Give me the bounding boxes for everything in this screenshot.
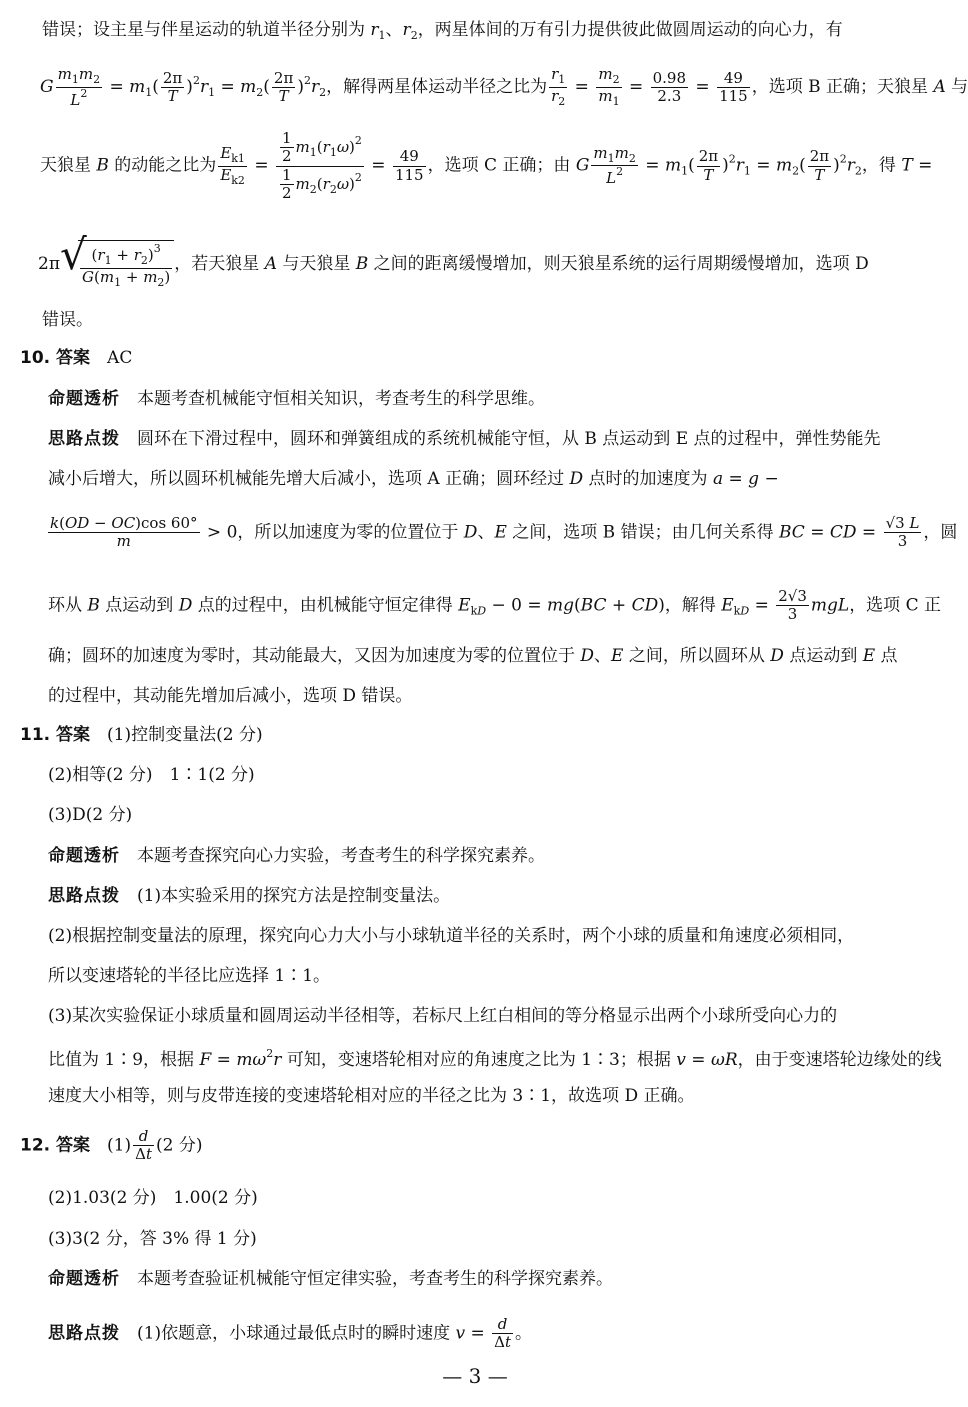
q11-intent: 命题透析 本题考查探究向心力实验，考查考生的科学探究素养。 — [48, 846, 545, 866]
q11-answer: 11. 答案 (1)控制变量法(2 分) — [20, 725, 263, 745]
q12-intent: 命题透析 本题考查验证机械能守恒定律实验，考查考生的科学探究素养。 — [48, 1269, 613, 1289]
q11-p2: (2)根据控制变量法的原理，探究向心力大小与小球轨道半径的关系时，两个小球的质量和角速度必须相同， — [48, 926, 855, 946]
text-line: 错误；设主星与伴星运动的轨道半径分别为 $r_1$、$r_2$，两星体间的万有引力提供彼此做圆周运动的向心力，有 — [42, 20, 843, 42]
q11-a2: (2)相等(2 分) 1∶1(2 分) — [48, 765, 255, 785]
q12-a2: (2)1.03(2 分) 1.00(2 分) — [48, 1188, 258, 1208]
equation-line: 2π √ $\frac{(r_1 + r_2)^3}{G(m_1 + m_2)}$ ，若天狼星 A 与天狼星 B 之间的距离缓慢增加，则天狼星系统的运行周期缓慢增加，选项 D — [38, 230, 869, 289]
q11-p5: 比值为 1∶9，根据 $F = m\omega^2r$ 可知，变速塔轮相对应的角速度之比为 1∶3；根据 v = ωR，由于变速塔轮边缘处的线 — [48, 1047, 942, 1070]
q10-idea: 思路点拨 圆环在下滑过程中，圆环和弹簧组成的系统机械能守恒，从 B 点运动到 E 点的过程中，弹性势能先 — [48, 429, 881, 449]
q10-p2: 减小后增大，所以圆环机械能先增大后减小，选项 A 正确；圆环经过 D 点时的加速度为 a = g − — [48, 469, 779, 489]
q10-p5: 确；圆环的加速度为零时，其动能最大，又因为加速度为零的位置位于 D、E 之间，所以圆环从 D 点运动到 E 点 — [48, 646, 898, 666]
q10-intent: 命题透析 本题考查机械能守恒相关知识，考查考生的科学思维。 — [48, 389, 545, 409]
q11-idea: 思路点拨 (1)本实验采用的探究方法是控制变量法。 — [48, 886, 451, 906]
equation-line: G $\frac{m_1m_2}{L^2}$ = $m_1$( $\frac{2\pi}{T}$ )$^2r_1 = m_2$( $\frac{2\pi}{T}$ )$^2r_2$，解得两星体运动半径之比为 $\frac{r_1}{r_2}$ = $\frac{m_2}{m_1}$ = $\frac{0.98}{2.3}$ = $\frac{49}{115}$ ，选项 B 正确；天狼星 A 与 — [40, 65, 968, 109]
q12-idea: 思路点拨 (1)依题意，小球通过最低点时的瞬时速度 v = $\frac{d}{\Delta t}$ 。 — [48, 1315, 533, 1352]
q10-p4: 环从 B 点运动到 D 点的过程中，由机械能守恒定律得 $E_{kD} - 0 = mg(BC + CD)$，解得 $E_{kD}$ = $\frac{2√3}{3}$ mgL，选项 C 正 — [48, 587, 942, 624]
text-line: 错误。 — [42, 310, 93, 330]
equation-line: 天狼星 B 的动能之比为 $\frac{E_{k1}}{E_{k2}}$ = $\frac{1}{2}$ $m_1(r_1\omega)^2$ $\frac{1}{2}$ $m_2(r_2\omega)^2$ = $\frac{49}{115}$ ，选项 C 正确；由 G $\frac{m_1m_2}{L^2}$ = $m_1$( $\frac{2\pi}{T}$ )$^2r_1 = m_2$( $\frac{2\pi}{T}$ )$^2r_2$，得 T = — [40, 129, 933, 202]
q10-p3: $\frac{k(OD - OC)\cos 60^\circ}{m}$ > 0，所以加速度为零的位置位于 D、E 之间，选项 B 错误；由几何关系得 BC = CD = $\frac{√3 L}{3}$ ，圆 — [50, 514, 958, 551]
q10-answer: 10. 答案 AC — [20, 348, 133, 368]
q10-p6: 的过程中，其动能先增加后减小，选项 D 错误。 — [48, 686, 413, 706]
q12-answer: 12. 答案 (1) $\frac{d}{\Delta t}$ (2 分) — [20, 1127, 203, 1164]
q11-p4: (3)某次实验保证小球质量和圆周运动半径相等，若标尺上红白相间的等分格显示出两个小球所受向心力的 — [48, 1006, 838, 1026]
page-number: — 3 — — [442, 1364, 508, 1388]
q11-p3: 所以变速塔轮的半径比应选择 1∶1。 — [48, 966, 331, 986]
q11-a3: (3)D(2 分) — [48, 805, 133, 825]
q11-p6: 速度大小相等，则与皮带连接的变速塔轮相对应的半径之比为 3∶1，故选项 D 正确。 — [48, 1086, 695, 1106]
q12-a3: (3)3(2 分，答 3% 得 1 分) — [48, 1229, 257, 1249]
